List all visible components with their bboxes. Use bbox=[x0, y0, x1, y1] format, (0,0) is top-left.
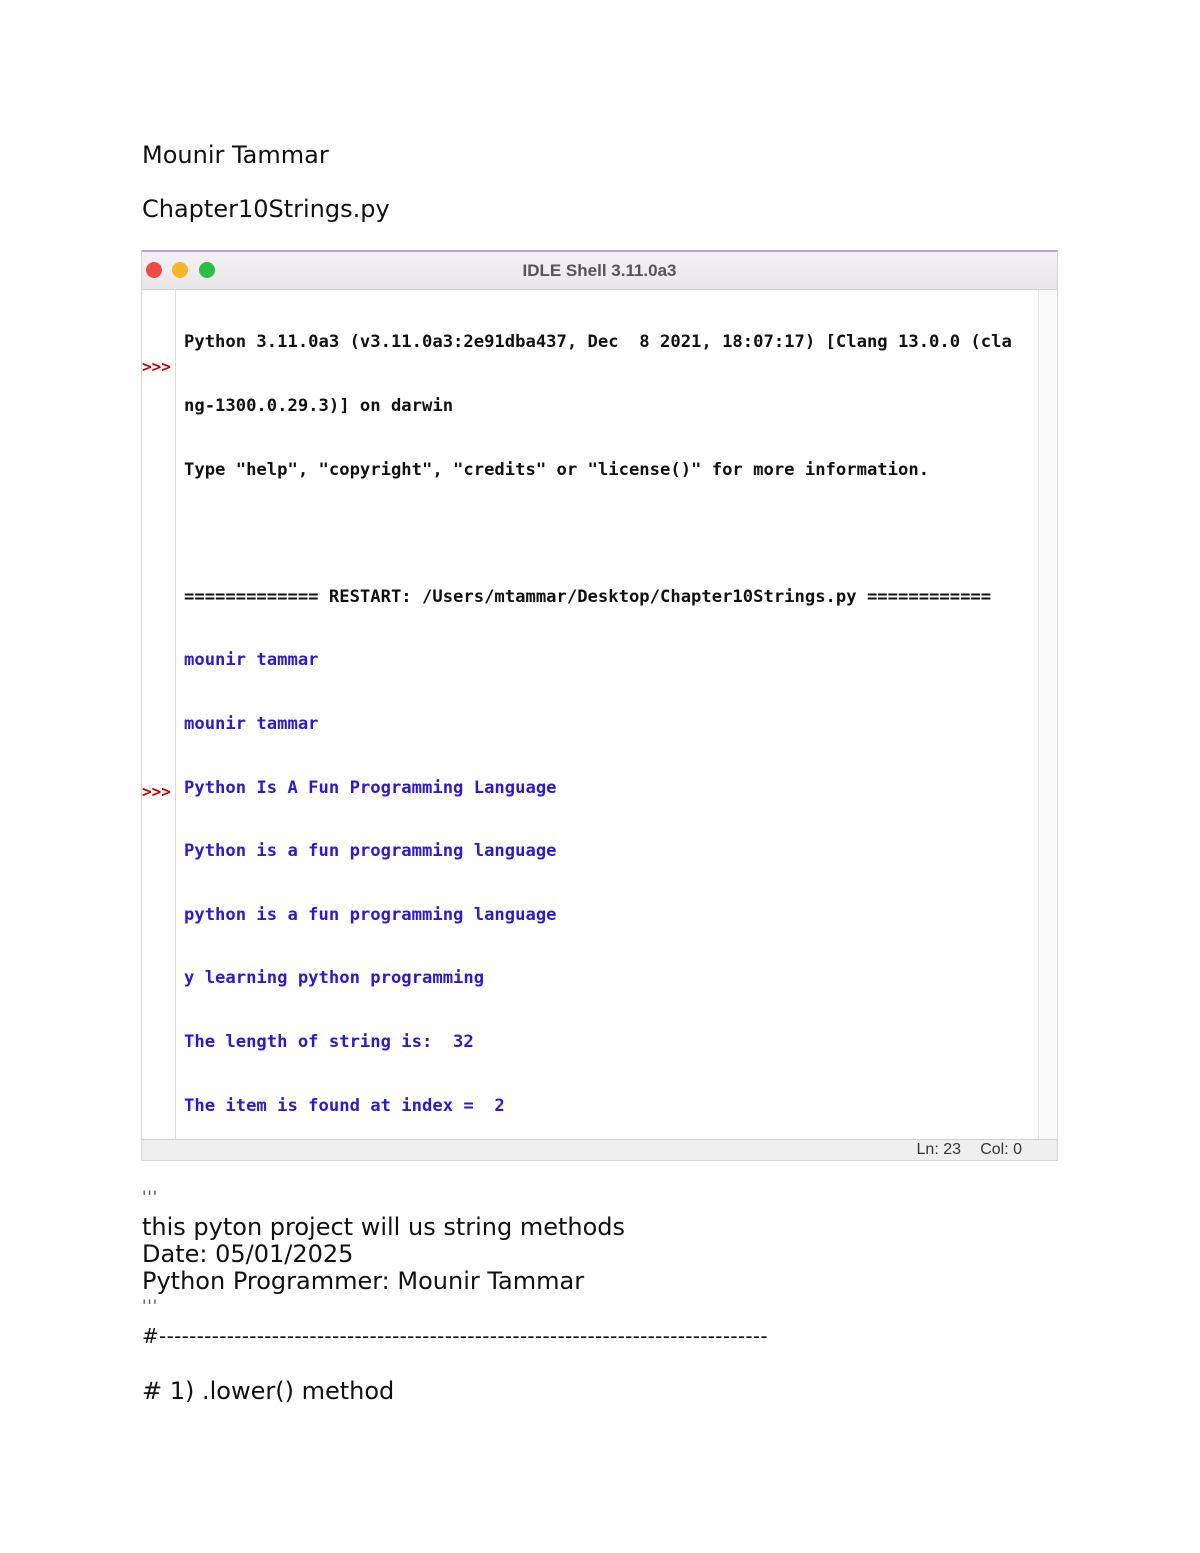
output-line: python is a fun programming language bbox=[184, 904, 557, 925]
banner-line: Type "help", "copyright", "credits" or "license()" for more information. bbox=[184, 459, 930, 480]
shell-console[interactable] bbox=[184, 290, 1037, 1140]
separator-comment: #--------------------------------------------------------------------------------- bbox=[142, 1324, 768, 1348]
status-bar bbox=[142, 1139, 1057, 1160]
docstring-line: this pyton project will us string methods bbox=[142, 1213, 626, 1241]
banner-line: ng-1300.0.29.3)] on darwin bbox=[184, 396, 454, 416]
output-line: mounir tammar bbox=[184, 650, 319, 671]
output-line: mounir tammar bbox=[184, 713, 319, 734]
vertical-scrollbar[interactable] bbox=[1038, 290, 1057, 1140]
window-title: IDLE Shell 3.11.0a3 bbox=[522, 261, 677, 280]
shell-prompt: >>> bbox=[142, 357, 171, 376]
author-name: Mounir Tammar bbox=[142, 141, 329, 169]
output-line: Python Is A Fun Programming Language bbox=[184, 777, 557, 798]
output-line: The item is found at index = 2 bbox=[184, 1095, 505, 1116]
title-bar[interactable] bbox=[142, 252, 1057, 290]
banner-line: Python 3.11.0a3 (v3.11.0a3:2e91dba437, Dec 8 2021, 18:07:17) [Clang 13.0.0 (cla bbox=[184, 332, 1012, 353]
shell-prompt-current: >>> bbox=[142, 782, 171, 801]
docstring-line: Python Programmer: Mounir Tammar bbox=[142, 1267, 585, 1295]
prompt-gutter bbox=[142, 290, 176, 1140]
method-comment: # 1) .lower() method bbox=[142, 1377, 395, 1405]
status-column-number: Col: 0 bbox=[980, 1141, 1022, 1158]
file-name: Chapter10Strings.py bbox=[142, 195, 390, 223]
status-line-number: Ln: 23 bbox=[916, 1141, 961, 1158]
restart-line: ============= RESTART: /Users/mtammar/Desktop/Chapter10Strings.py ============ bbox=[184, 586, 992, 607]
idle-shell-window bbox=[141, 250, 1058, 1161]
docstring-line: Date: 05/01/2025 bbox=[142, 1240, 354, 1268]
output-line: y learning python programming bbox=[184, 968, 485, 989]
docstring-open: ''' bbox=[142, 1187, 159, 1206]
output-line: Python is a fun programming language bbox=[184, 841, 557, 862]
docstring-close: ''' bbox=[142, 1296, 159, 1315]
output-line: The length of string is: 32 bbox=[184, 1031, 474, 1052]
